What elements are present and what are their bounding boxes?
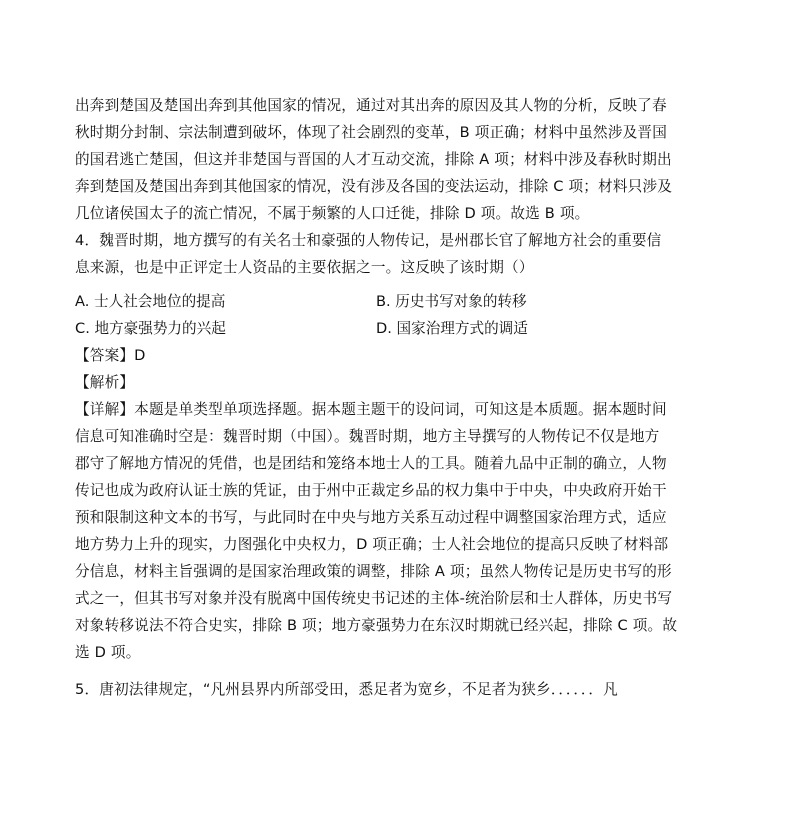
option-b: B. 历史书写对象的转移 xyxy=(376,293,527,310)
text-line: 的国君逃亡楚国，但这并非楚国与晋国的人才互动交流，排除 A 项；材料中涉及春秋时期出 xyxy=(75,151,672,168)
text-line: 几位诸侯国太子的流亡情况，不属于频繁的人口迁徙，排除 D 项。故选 B 项。 xyxy=(75,205,590,222)
answer-line: 【答案】D xyxy=(75,347,146,364)
detail-line: 地方势力上升的现实，力图强化中央权力，D 项正确；士人社会地位的提高只反映了材料部 xyxy=(75,536,669,553)
option-c: C. 地方豪强势力的兴起 xyxy=(75,320,226,337)
detail-line: 选 D 项。 xyxy=(75,644,141,661)
question-5-stem: 5．唐初法律规定，“凡州县界内所部受田，悉足者为宽乡，不足者为狭乡．．．．．．凡 xyxy=(75,681,618,698)
text-line: 奔到楚国及楚国出奔到其他国家的情况，没有涉及各国的变法运动，排除 C 项；材料只涉及 xyxy=(75,178,673,195)
detail-line: 【详解】本题是单类型单项选择题。据本题主题干的设问词，可知这是本质题。据本题时间 xyxy=(75,401,667,418)
question-4-stem: 4．魏晋时期，地方撰写的有关名士和豪强的人物传记，是州郡长官了解地方社会的重要信 xyxy=(75,232,662,249)
detail-line: 信息可知准确时空是：魏晋时期（中国）。魏晋时期，地方主导撰写的人物传记不仅是地方 xyxy=(75,428,660,445)
option-a: A. 士人社会地位的提高 xyxy=(75,293,226,310)
text-line: 秋时期分封制、宗法制遭到破坏，体现了社会剧烈的变革，B 项正确；材料中虽然涉及晋国 xyxy=(75,124,668,141)
text-line: 出奔到楚国及楚国出奔到其他国家的情况，通过对其出奔的原因及其人物的分析，反映了春 xyxy=(75,97,667,114)
question-4-stem: 息来源，也是中正评定士人资品的主要依据之一。这反映了该时期（） xyxy=(75,259,534,276)
analysis-label: 【解析】 xyxy=(75,374,135,391)
detail-line: 分信息，材料主旨强调的是国家治理政策的调整，排除 A 项；虽然人物传记是历史书写的形 xyxy=(75,563,672,580)
detail-line: 传记也成为政府认证士族的凭证，由于州中正裁定乡品的权力集中于中央，中央政府开始干 xyxy=(75,482,667,499)
detail-line: 式之一，但其书写对象并没有脱离中国传统史书记述的主体-统治阶层和士人群体，历史书写 xyxy=(75,590,673,607)
detail-line: 对象转移说法不符合史实，排除 B 项；地方豪强势力在东汉时期就已经兴起，排除 C 项。故 xyxy=(75,617,678,634)
detail-line: 郡守了解地方情况的凭借，也是团结和笼络本地士人的工具。随着九品中正制的确立，人物 xyxy=(75,455,667,472)
option-d: D. 国家治理方式的调适 xyxy=(376,320,528,337)
detail-line: 预和限制这种文本的书写，与此同时在中央与地方关系互动过程中调整国家治理方式，适应 xyxy=(75,509,667,526)
